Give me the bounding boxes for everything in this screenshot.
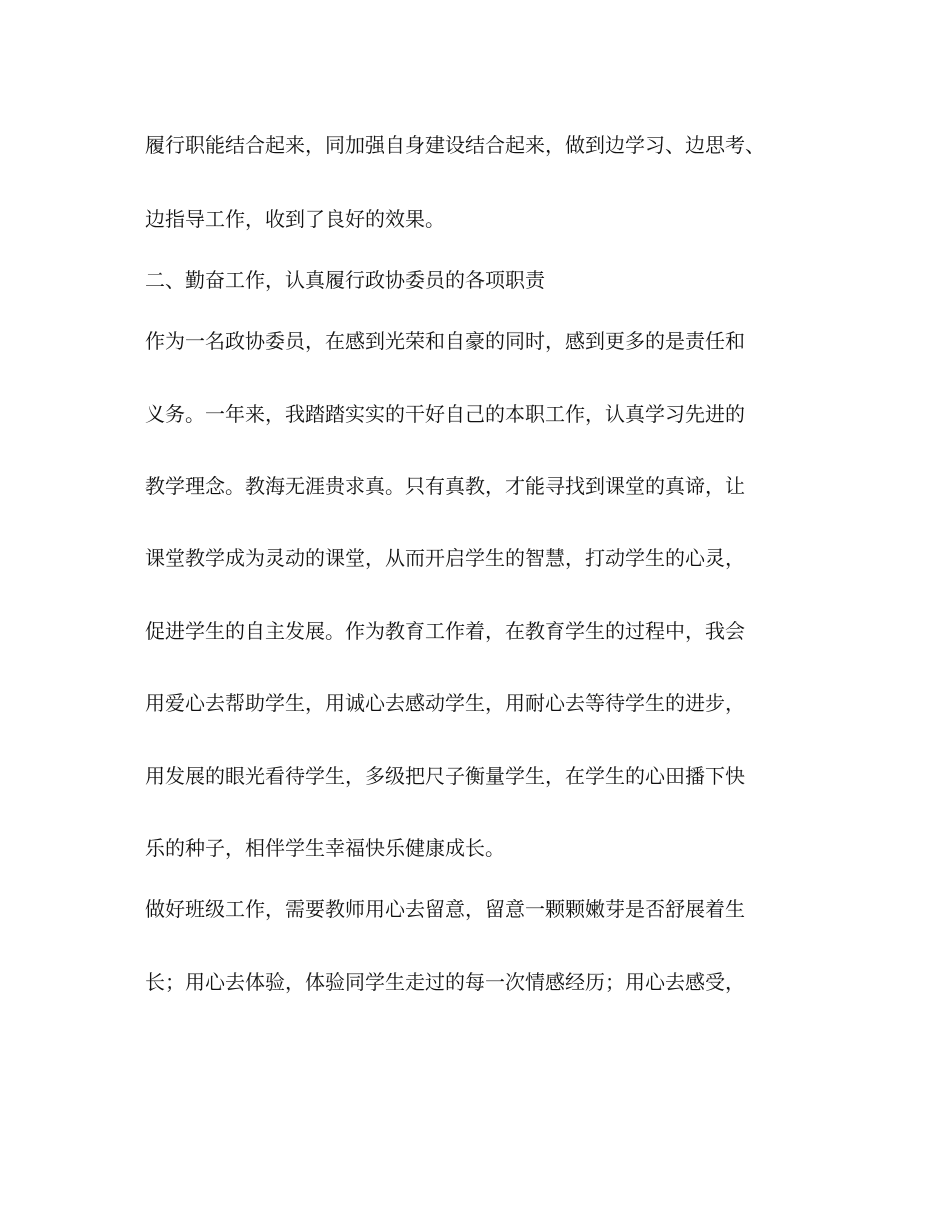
paragraph-line: 促进学生的自主发展。作为教育工作着，在教育学生的过程中，我会	[145, 619, 745, 643]
paragraph-line: 长；用心去体验，体验同学生走过的每一次情感经历；用心去感受，	[145, 970, 745, 994]
paragraph-line: 用发展的眼光看待学生，多级把尺子衡量学生，在学生的心田播下快	[145, 764, 745, 788]
paragraph-line: 履行职能结合起来，同加强自身建设结合起来，做到边学习、边思考、	[145, 133, 765, 157]
paragraph-line: 义务。一年来，我踏踏实实的干好自己的本职工作，认真学习先进的	[145, 402, 745, 426]
paragraph-line: 作为一名政协委员，在感到光荣和自豪的同时，感到更多的是责任和	[145, 329, 745, 353]
paragraph-line: 课堂教学成为灵动的课堂，从而开启学生的智慧，打动学生的心灵，	[145, 546, 745, 570]
paragraph-line: 教学理念。教海无涯贵求真。只有真教，才能寻找到课堂的真谛，让	[145, 474, 745, 498]
section-heading: 二、勤奋工作，认真履行政协委员的各项职责	[145, 268, 545, 292]
paragraph-line: 做好班级工作，需要教师用心去留意，留意一颗颗嫩芽是否舒展着生	[145, 897, 745, 921]
paragraph-line: 边指导工作，收到了良好的效果。	[145, 207, 445, 231]
paragraph-line: 乐的种子，相伴学生幸福快乐健康成长。	[145, 836, 505, 860]
paragraph-line: 用爱心去帮助学生，用诚心去感动学生，用耐心去等待学生的进步，	[145, 691, 745, 715]
